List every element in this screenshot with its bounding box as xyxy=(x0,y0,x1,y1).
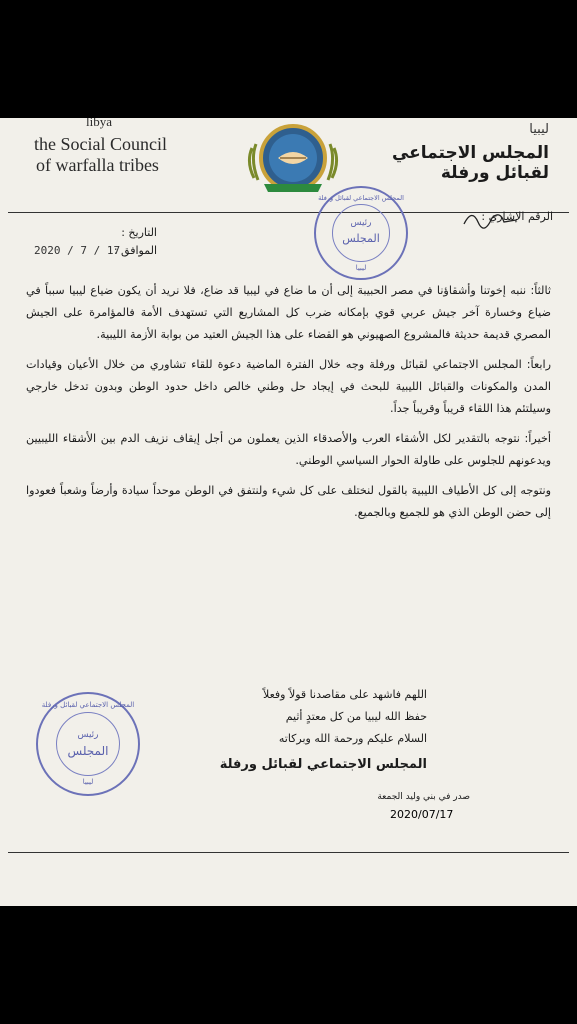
closing-line-1: اللهم فاشهد على مقاصدنا قولاً وفعلاً xyxy=(263,688,427,701)
stamp-center-title: رئيس xyxy=(350,218,372,228)
letter-page xyxy=(0,118,577,906)
paragraph-appeal: ونتوجه إلى كل الأطياف الليبية بالقول لنختلف على كل شيء ولنتفق في الوطن موحداً سيادة وأرضاً وشعباً فعودوا إلى حضن الوطن الذي هو للجميع وبالجميع. xyxy=(26,484,551,519)
paragraph-third: ثالثاً: ننبه إخوتنا وأشقاؤنا في مصر الحبيبة إلى أن ما ضاع في ليبيا قد ضاع، فلا نريد أن يكون ضياع ليبيا سبباً في ضياع وخسارة آخر جيش عربي قوي بإمكانه ضرب كل المشاريع التي تستهدف الأمة فالمؤامرة على الجيش المصري قديمة حديثة فالمشروع الصهيوني هو القضاء على هذا الجيش العتيد من بوابة الأزمة الليبية. xyxy=(26,284,551,341)
letter-body xyxy=(26,280,551,532)
handwritten-date: 2020 / 7 / 17 xyxy=(34,244,121,257)
council-stamp-bottom: المجلس الاجتماعي لقبائل ورفلة رئيس المجلس ليبيا xyxy=(36,692,140,796)
signature-council-name: المجلس الاجتماعي لقبائل ورفلة xyxy=(219,757,427,772)
reference-number-label: الرقم الإشاري : xyxy=(481,210,553,223)
letterhead-ar-country: ليبيا xyxy=(529,122,549,137)
paragraph-finally: أخيراً: نتوجه بالتقدير لكل الأشقاء العرب والأصدقاء الذين يعملون من أجل إيقاف نزيف الدم بين الأشقاء الليبيين ويدعونهم للجلوس على طاولة الحوار السياسي الوطني. xyxy=(26,432,551,467)
stamp-top-ring-text: المجلس الاجتماعي لقبائل ورفلة xyxy=(318,194,404,202)
handwritten-signature xyxy=(460,202,520,232)
footer-divider xyxy=(8,852,569,853)
letterhead-en-country: libya xyxy=(86,118,112,129)
council-stamp-top xyxy=(314,186,408,280)
letterhead-en-line-2: of warfalla tribes xyxy=(36,155,159,175)
issued-place: صدر في بني وليد الجمعة xyxy=(377,792,470,802)
stamp-bottom-text: ليبيا xyxy=(355,264,367,272)
letterhead-en-line-1: the Social Council xyxy=(34,134,167,154)
closing-block xyxy=(220,684,427,776)
date-value-label: الموافق : xyxy=(113,244,157,257)
closing-line-2: حفظ الله ليبيا من كل معتدٍ أثيم xyxy=(285,710,427,723)
letterhead-arabic xyxy=(392,122,549,183)
council-emblem-logo xyxy=(244,118,342,200)
letterhead-ar-line-1: المجلس الاجتماعي xyxy=(391,143,549,163)
stamp-center-word: المجلس xyxy=(342,232,380,245)
closing-line-3: السلام عليكم ورحمة الله وبركاته xyxy=(278,732,427,745)
date-label: التاريخ : xyxy=(121,226,157,239)
letterhead-ar-line-2: لقبائل ورفلة xyxy=(440,163,549,183)
issued-date: 2020/07/17 xyxy=(390,808,454,821)
paragraph-fourth: رابعاً: المجلس الاجتماعي لقبائل ورفلة وجه خلال الفترة الماضية دعوة للقاء تشاوري من خلال الأعيان وقيادات المدن والمكونات والقبائل الليبية للبحث في إيجاد حل وطني خالص داخل حدود الوطن وبدون تدخل خارجي وسيلتئم هذا اللقاء قريباً وقريباً جداً. xyxy=(26,358,551,415)
